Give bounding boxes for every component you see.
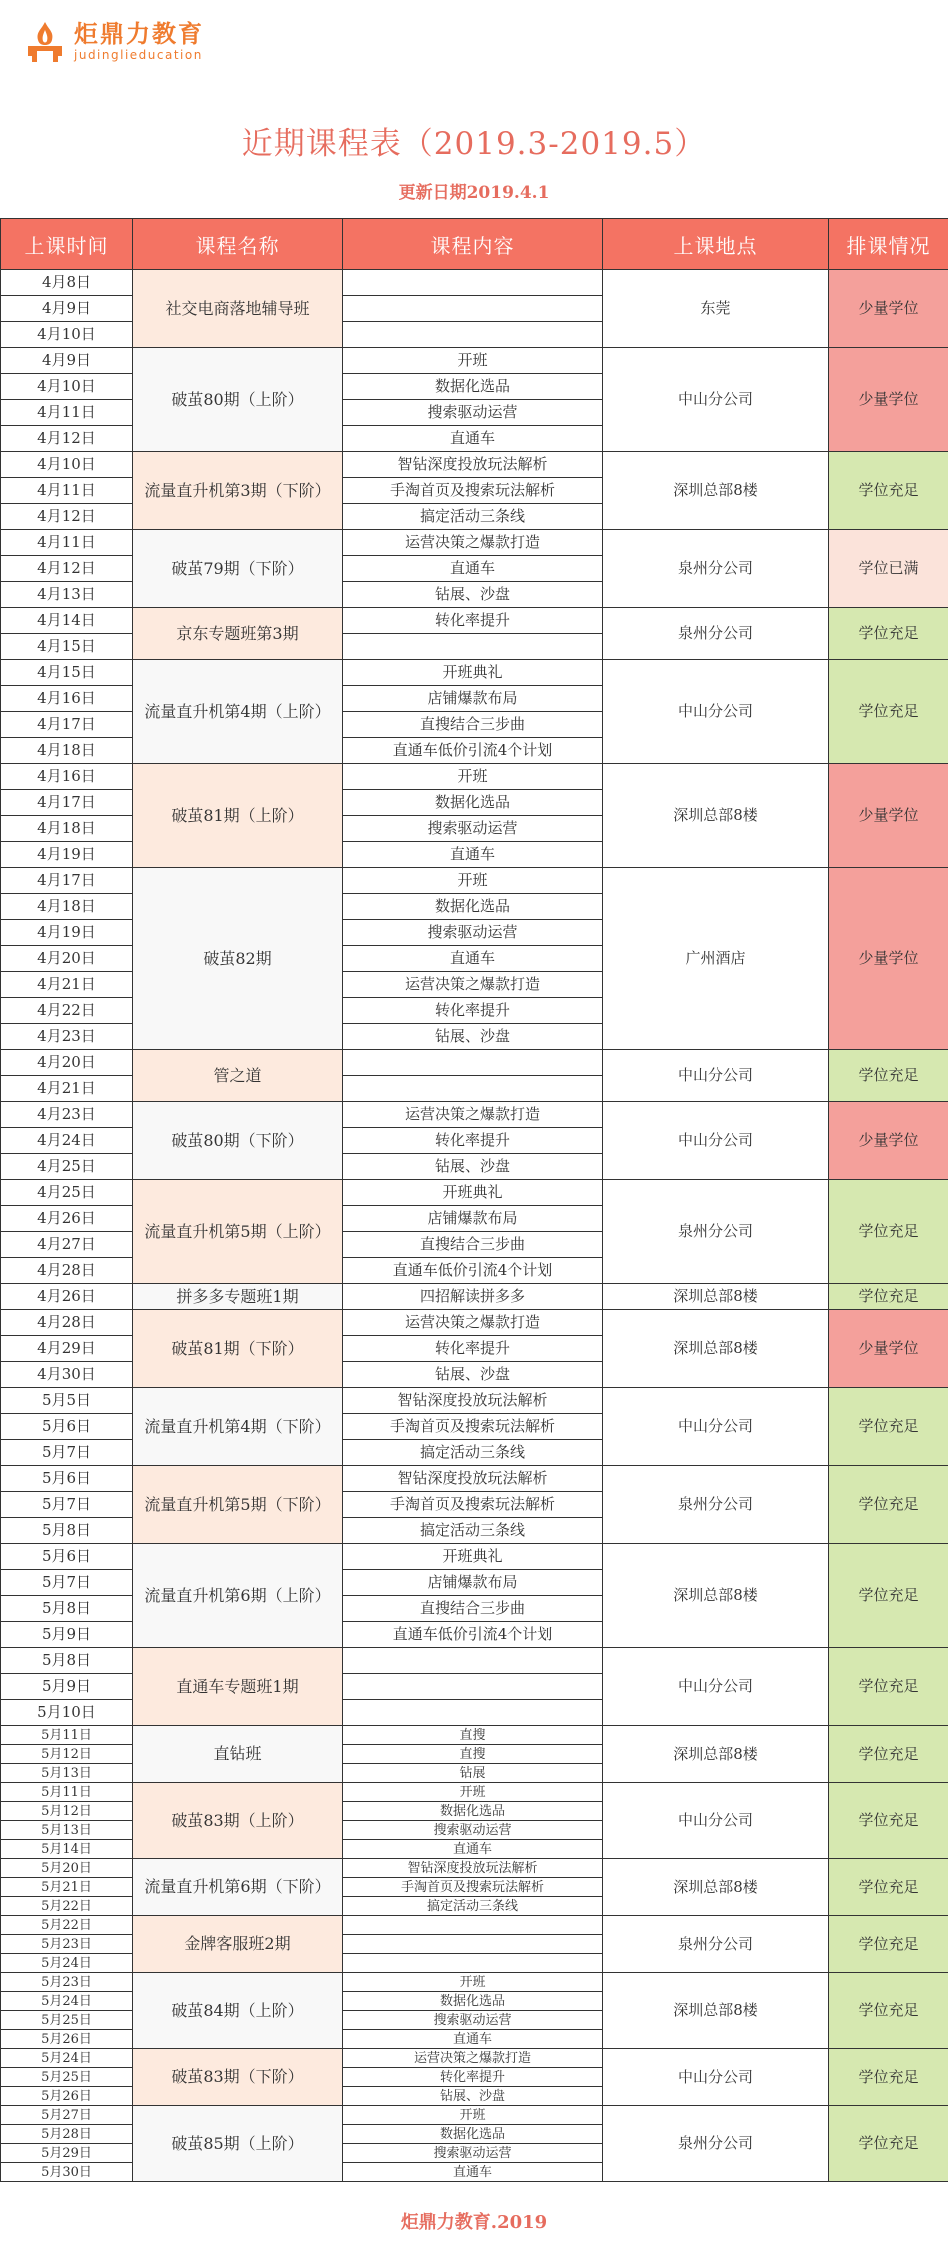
location-cell: 中山分公司 xyxy=(603,660,829,764)
location-cell: 东莞 xyxy=(603,270,829,348)
location-cell: 泉州分公司 xyxy=(603,530,829,608)
course-content-cell: 钻展 xyxy=(343,1764,603,1783)
status-badge: 学位充足 xyxy=(829,608,948,660)
date-cell: 4月12日 xyxy=(1,556,133,582)
course-content-cell: 手淘首页及搜索玩法解析 xyxy=(343,1414,603,1440)
page-title: 近期课程表（2019.3-2019.5） xyxy=(241,126,707,162)
course-content-cell: 搜索驱动运营 xyxy=(343,2011,603,2030)
date-cell: 4月17日 xyxy=(1,712,133,738)
date-cell: 4月20日 xyxy=(1,1050,133,1076)
date-cell: 4月9日 xyxy=(1,348,133,374)
course-content-cell: 运营决策之爆款打造 xyxy=(343,1310,603,1336)
status-badge: 学位已满 xyxy=(829,530,948,608)
date-cell: 5月11日 xyxy=(1,1726,133,1745)
table-row xyxy=(1,868,948,894)
course-content-cell: 转化率提升 xyxy=(343,1128,603,1154)
course-name-cell: 破茧81期（下阶） xyxy=(133,1310,343,1388)
table-header-row xyxy=(1,219,948,270)
course-content-cell: 直搜 xyxy=(343,1745,603,1764)
table-row xyxy=(1,2106,948,2125)
course-name-cell: 破茧82期 xyxy=(133,868,343,1050)
course-name-cell: 破茧83期（上阶） xyxy=(133,1783,343,1859)
course-name-cell: 破茧84期（上阶） xyxy=(133,1973,343,2049)
location-cell: 深圳总部8楼 xyxy=(603,1310,829,1388)
flame-logo-icon xyxy=(22,18,68,64)
course-name-cell: 拼多多专题班1期 xyxy=(133,1284,343,1310)
date-cell: 5月8日 xyxy=(1,1596,133,1622)
course-name-cell: 直通车专题班1期 xyxy=(133,1648,343,1726)
date-cell: 4月18日 xyxy=(1,738,133,764)
header-date: 上课时间 xyxy=(1,219,133,270)
header-course-content: 课程内容 xyxy=(343,219,603,270)
date-cell: 4月30日 xyxy=(1,1362,133,1388)
location-cell: 泉州分公司 xyxy=(603,1180,829,1284)
course-content-cell: 智钻深度投放玩法解析 xyxy=(343,1859,603,1878)
date-cell: 4月11日 xyxy=(1,478,133,504)
course-content-cell: 数据化选品 xyxy=(343,790,603,816)
course-name-cell: 社交电商落地辅导班 xyxy=(133,270,343,348)
table-row xyxy=(1,764,948,790)
table-row xyxy=(1,1466,948,1492)
date-cell: 4月26日 xyxy=(1,1284,133,1310)
date-cell: 4月15日 xyxy=(1,660,133,686)
location-cell: 中山分公司 xyxy=(603,1648,829,1726)
course-content-cell: 直搜结合三步曲 xyxy=(343,712,603,738)
course-content-cell xyxy=(343,634,603,660)
course-content-cell: 直通车 xyxy=(343,1840,603,1859)
status-badge: 学位充足 xyxy=(829,1544,948,1648)
course-content-cell: 手淘首页及搜索玩法解析 xyxy=(343,478,603,504)
status-badge: 学位充足 xyxy=(829,1783,948,1859)
status-badge: 学位充足 xyxy=(829,1284,948,1310)
course-content-cell: 运营决策之爆款打造 xyxy=(343,2049,603,2068)
course-content-cell: 搜索驱动运营 xyxy=(343,920,603,946)
status-badge: 学位充足 xyxy=(829,1726,948,1783)
date-cell: 5月25日 xyxy=(1,2011,133,2030)
location-cell: 深圳总部8楼 xyxy=(603,1284,829,1310)
date-cell: 4月29日 xyxy=(1,1336,133,1362)
table-row xyxy=(1,1284,948,1310)
course-content-cell: 转化率提升 xyxy=(343,998,603,1024)
table-row xyxy=(1,1783,948,1802)
course-content-cell xyxy=(343,1916,603,1935)
header-status: 排课情况 xyxy=(829,219,948,270)
table-row xyxy=(1,1648,948,1674)
course-name-cell: 流量直升机第3期（下阶） xyxy=(133,452,343,530)
course-content-cell: 直搜结合三步曲 xyxy=(343,1232,603,1258)
table-row xyxy=(1,1310,948,1336)
table-row xyxy=(1,1388,948,1414)
location-cell: 泉州分公司 xyxy=(603,608,829,660)
course-name-cell: 流量直升机第6期（上阶） xyxy=(133,1544,343,1648)
date-cell: 4月8日 xyxy=(1,270,133,296)
date-cell: 4月13日 xyxy=(1,582,133,608)
course-name-cell: 京东专题班第3期 xyxy=(133,608,343,660)
date-cell: 4月12日 xyxy=(1,504,133,530)
course-name-cell: 直钻班 xyxy=(133,1726,343,1783)
date-cell: 5月8日 xyxy=(1,1518,133,1544)
date-cell: 5月7日 xyxy=(1,1440,133,1466)
date-cell: 4月9日 xyxy=(1,296,133,322)
course-content-cell: 开班典礼 xyxy=(343,660,603,686)
course-name-cell: 破茧81期（上阶） xyxy=(133,764,343,868)
course-content-cell: 开班 xyxy=(343,868,603,894)
status-badge: 学位充足 xyxy=(829,1050,948,1102)
date-cell: 4月26日 xyxy=(1,1206,133,1232)
date-cell: 4月23日 xyxy=(1,1102,133,1128)
date-cell: 4月28日 xyxy=(1,1310,133,1336)
course-content-cell: 直通车低价引流4个计划 xyxy=(343,1258,603,1284)
course-content-cell: 运营决策之爆款打造 xyxy=(343,972,603,998)
date-cell: 4月28日 xyxy=(1,1258,133,1284)
date-cell: 4月16日 xyxy=(1,764,133,790)
course-content-cell: 智钻深度投放玩法解析 xyxy=(343,1466,603,1492)
date-cell: 5月22日 xyxy=(1,1916,133,1935)
course-content-cell: 钻展、沙盘 xyxy=(343,1362,603,1388)
course-content-cell: 直搜结合三步曲 xyxy=(343,1596,603,1622)
course-name-cell: 流量直升机第4期（下阶） xyxy=(133,1388,343,1466)
course-content-cell: 运营决策之爆款打造 xyxy=(343,1102,603,1128)
course-content-cell: 钻展、沙盘 xyxy=(343,2087,603,2106)
location-cell: 泉州分公司 xyxy=(603,2106,829,2182)
table-row xyxy=(1,270,948,296)
date-cell: 4月20日 xyxy=(1,946,133,972)
course-content-cell: 手淘首页及搜索玩法解析 xyxy=(343,1492,603,1518)
course-content-cell: 搞定活动三条线 xyxy=(343,1897,603,1916)
date-cell: 4月10日 xyxy=(1,452,133,478)
date-cell: 4月10日 xyxy=(1,322,133,348)
date-cell: 5月7日 xyxy=(1,1492,133,1518)
location-cell: 深圳总部8楼 xyxy=(603,452,829,530)
course-content-cell xyxy=(343,1700,603,1726)
course-name-cell: 管之道 xyxy=(133,1050,343,1102)
course-content-cell: 搜索驱动运营 xyxy=(343,2144,603,2163)
course-content-cell: 直通车 xyxy=(343,842,603,868)
status-badge: 学位充足 xyxy=(829,1388,948,1466)
course-name-cell: 破茧80期（下阶） xyxy=(133,1102,343,1180)
table-row xyxy=(1,1102,948,1128)
table-row xyxy=(1,608,948,634)
date-cell: 4月17日 xyxy=(1,790,133,816)
date-cell: 5月28日 xyxy=(1,2125,133,2144)
course-content-cell xyxy=(343,1648,603,1674)
location-cell: 泉州分公司 xyxy=(603,1916,829,1973)
date-cell: 5月9日 xyxy=(1,1622,133,1648)
status-badge: 学位充足 xyxy=(829,452,948,530)
location-cell: 中山分公司 xyxy=(603,1388,829,1466)
status-badge: 学位充足 xyxy=(829,1466,948,1544)
course-content-cell: 开班典礼 xyxy=(343,1544,603,1570)
course-content-cell: 开班 xyxy=(343,2106,603,2125)
course-name-cell: 破茧80期（上阶） xyxy=(133,348,343,452)
date-cell: 4月27日 xyxy=(1,1232,133,1258)
date-cell: 5月29日 xyxy=(1,2144,133,2163)
date-cell: 5月24日 xyxy=(1,1954,133,1973)
status-badge: 少量学位 xyxy=(829,1310,948,1388)
course-content-cell: 智钻深度投放玩法解析 xyxy=(343,1388,603,1414)
date-cell: 4月24日 xyxy=(1,1128,133,1154)
date-cell: 4月15日 xyxy=(1,634,133,660)
course-content-cell: 手淘首页及搜索玩法解析 xyxy=(343,1878,603,1897)
table-row xyxy=(1,348,948,374)
status-badge: 少量学位 xyxy=(829,868,948,1050)
course-content-cell: 开班 xyxy=(343,764,603,790)
date-cell: 4月14日 xyxy=(1,608,133,634)
course-content-cell: 数据化选品 xyxy=(343,2125,603,2144)
date-cell: 5月13日 xyxy=(1,1764,133,1783)
date-cell: 5月10日 xyxy=(1,1700,133,1726)
course-content-cell: 直通车 xyxy=(343,426,603,452)
location-cell: 中山分公司 xyxy=(603,2049,829,2106)
date-cell: 4月12日 xyxy=(1,426,133,452)
date-cell: 5月21日 xyxy=(1,1878,133,1897)
course-content-cell: 转化率提升 xyxy=(343,2068,603,2087)
course-content-cell: 直搜 xyxy=(343,1726,603,1745)
date-cell: 4月11日 xyxy=(1,400,133,426)
course-content-cell: 店铺爆款布局 xyxy=(343,1570,603,1596)
course-content-cell: 直通车低价引流4个计划 xyxy=(343,1622,603,1648)
status-badge: 少量学位 xyxy=(829,1102,948,1180)
course-content-cell: 数据化选品 xyxy=(343,1802,603,1821)
course-name-cell: 流量直升机第5期（下阶） xyxy=(133,1466,343,1544)
course-name-cell: 破茧85期（上阶） xyxy=(133,2106,343,2182)
date-cell: 5月8日 xyxy=(1,1648,133,1674)
course-content-cell xyxy=(343,322,603,348)
date-cell: 5月11日 xyxy=(1,1783,133,1802)
course-content-cell: 直通车 xyxy=(343,2030,603,2049)
table-row xyxy=(1,530,948,556)
course-content-cell xyxy=(343,1076,603,1102)
date-cell: 4月19日 xyxy=(1,842,133,868)
logo xyxy=(22,18,204,64)
header-course-name: 课程名称 xyxy=(133,219,343,270)
table-row xyxy=(1,1180,948,1206)
date-cell: 4月18日 xyxy=(1,894,133,920)
status-badge: 学位充足 xyxy=(829,1859,948,1916)
date-cell: 5月24日 xyxy=(1,2049,133,2068)
status-badge: 学位充足 xyxy=(829,2049,948,2106)
date-cell: 5月25日 xyxy=(1,2068,133,2087)
course-content-cell: 店铺爆款布局 xyxy=(343,1206,603,1232)
status-badge: 学位充足 xyxy=(829,1648,948,1726)
course-content-cell xyxy=(343,270,603,296)
date-cell: 4月19日 xyxy=(1,920,133,946)
course-content-cell: 店铺爆款布局 xyxy=(343,686,603,712)
status-badge: 学位充足 xyxy=(829,2106,948,2182)
table-row xyxy=(1,452,948,478)
course-name-cell: 流量直升机第4期（上阶） xyxy=(133,660,343,764)
date-cell: 4月25日 xyxy=(1,1180,133,1206)
course-content-cell xyxy=(343,1954,603,1973)
date-cell: 4月21日 xyxy=(1,972,133,998)
course-content-cell: 直通车 xyxy=(343,946,603,972)
header-location: 上课地点 xyxy=(603,219,829,270)
date-cell: 5月13日 xyxy=(1,1821,133,1840)
course-content-cell: 搜索驱动运营 xyxy=(343,1821,603,1840)
location-cell: 泉州分公司 xyxy=(603,1466,829,1544)
date-cell: 5月5日 xyxy=(1,1388,133,1414)
schedule-table xyxy=(0,218,948,2182)
logo-english-name: judinglieducation xyxy=(74,48,203,62)
course-name-cell: 破茧83期（下阶） xyxy=(133,2049,343,2106)
course-name-cell: 流量直升机第5期（上阶） xyxy=(133,1180,343,1284)
date-cell: 5月24日 xyxy=(1,1992,133,2011)
course-content-cell: 开班典礼 xyxy=(343,1180,603,1206)
date-cell: 5月6日 xyxy=(1,1544,133,1570)
location-cell: 中山分公司 xyxy=(603,1050,829,1102)
date-cell: 5月23日 xyxy=(1,1935,133,1954)
schedule-body xyxy=(1,270,948,2182)
status-badge: 少量学位 xyxy=(829,764,948,868)
course-content-cell xyxy=(343,296,603,322)
table-row xyxy=(1,1973,948,1992)
table-row xyxy=(1,1916,948,1935)
date-cell: 4月22日 xyxy=(1,998,133,1024)
date-cell: 5月26日 xyxy=(1,2087,133,2106)
course-content-cell: 转化率提升 xyxy=(343,608,603,634)
date-cell: 4月16日 xyxy=(1,686,133,712)
course-content-cell: 搜索驱动运营 xyxy=(343,400,603,426)
course-content-cell: 开班 xyxy=(343,348,603,374)
course-content-cell: 直通车低价引流4个计划 xyxy=(343,738,603,764)
table-row xyxy=(1,1726,948,1745)
course-content-cell: 四招解读拼多多 xyxy=(343,1284,603,1310)
course-content-cell: 数据化选品 xyxy=(343,374,603,400)
table-row xyxy=(1,660,948,686)
course-content-cell: 开班 xyxy=(343,1973,603,1992)
location-cell: 深圳总部8楼 xyxy=(603,1973,829,2049)
date-cell: 4月11日 xyxy=(1,530,133,556)
course-content-cell: 搞定活动三条线 xyxy=(343,1518,603,1544)
table-row xyxy=(1,1859,948,1878)
course-content-cell xyxy=(343,1050,603,1076)
footer: 炬鼎力教育.2019 xyxy=(400,2212,548,2233)
date-cell: 5月6日 xyxy=(1,1466,133,1492)
course-content-cell: 数据化选品 xyxy=(343,1992,603,2011)
course-content-cell: 运营决策之爆款打造 xyxy=(343,530,603,556)
course-name-cell: 破茧79期（下阶） xyxy=(133,530,343,608)
date-cell: 4月23日 xyxy=(1,1024,133,1050)
table-row xyxy=(1,2049,948,2068)
date-cell: 4月18日 xyxy=(1,816,133,842)
date-cell: 4月17日 xyxy=(1,868,133,894)
update-date: 更新日期2019.4.1 xyxy=(398,183,550,203)
date-cell: 4月21日 xyxy=(1,1076,133,1102)
course-content-cell: 搞定活动三条线 xyxy=(343,504,603,530)
status-badge: 少量学位 xyxy=(829,348,948,452)
course-name-cell: 金牌客服班2期 xyxy=(133,1916,343,1973)
status-badge: 学位充足 xyxy=(829,1973,948,2049)
date-cell: 5月23日 xyxy=(1,1973,133,1992)
course-content-cell: 数据化选品 xyxy=(343,894,603,920)
date-cell: 4月25日 xyxy=(1,1154,133,1180)
course-content-cell: 钻展、沙盘 xyxy=(343,1024,603,1050)
date-cell: 5月14日 xyxy=(1,1840,133,1859)
date-cell: 5月6日 xyxy=(1,1414,133,1440)
date-cell: 5月30日 xyxy=(1,2163,133,2182)
logo-chinese-name: 炬鼎力教育 xyxy=(74,20,204,48)
date-cell: 5月12日 xyxy=(1,1745,133,1764)
date-cell: 5月26日 xyxy=(1,2030,133,2049)
course-content-cell: 直通车 xyxy=(343,556,603,582)
date-cell: 5月20日 xyxy=(1,1859,133,1878)
course-content-cell: 搜索驱动运营 xyxy=(343,816,603,842)
course-content-cell: 搞定活动三条线 xyxy=(343,1440,603,1466)
course-content-cell: 钻展、沙盘 xyxy=(343,1154,603,1180)
date-cell: 5月27日 xyxy=(1,2106,133,2125)
status-badge: 学位充足 xyxy=(829,660,948,764)
course-content-cell: 开班 xyxy=(343,1783,603,1802)
date-cell: 5月9日 xyxy=(1,1674,133,1700)
course-content-cell xyxy=(343,1674,603,1700)
course-name-cell: 流量直升机第6期（下阶） xyxy=(133,1859,343,1916)
date-cell: 4月10日 xyxy=(1,374,133,400)
location-cell: 中山分公司 xyxy=(603,1783,829,1859)
status-badge: 学位充足 xyxy=(829,1180,948,1284)
location-cell: 深圳总部8楼 xyxy=(603,1859,829,1916)
course-content-cell: 钻展、沙盘 xyxy=(343,582,603,608)
course-content-cell: 智钻深度投放玩法解析 xyxy=(343,452,603,478)
date-cell: 5月22日 xyxy=(1,1897,133,1916)
table-row xyxy=(1,1544,948,1570)
course-content-cell xyxy=(343,1935,603,1954)
location-cell: 中山分公司 xyxy=(603,348,829,452)
location-cell: 中山分公司 xyxy=(603,1102,829,1180)
date-cell: 5月7日 xyxy=(1,1570,133,1596)
location-cell: 深圳总部8楼 xyxy=(603,764,829,868)
location-cell: 深圳总部8楼 xyxy=(603,1726,829,1783)
location-cell: 广州酒店 xyxy=(603,868,829,1050)
table-row xyxy=(1,1050,948,1076)
location-cell: 深圳总部8楼 xyxy=(603,1544,829,1648)
status-badge: 学位充足 xyxy=(829,1916,948,1973)
course-content-cell: 转化率提升 xyxy=(343,1336,603,1362)
course-content-cell: 直通车 xyxy=(343,2163,603,2182)
date-cell: 5月12日 xyxy=(1,1802,133,1821)
status-badge: 少量学位 xyxy=(829,270,948,348)
